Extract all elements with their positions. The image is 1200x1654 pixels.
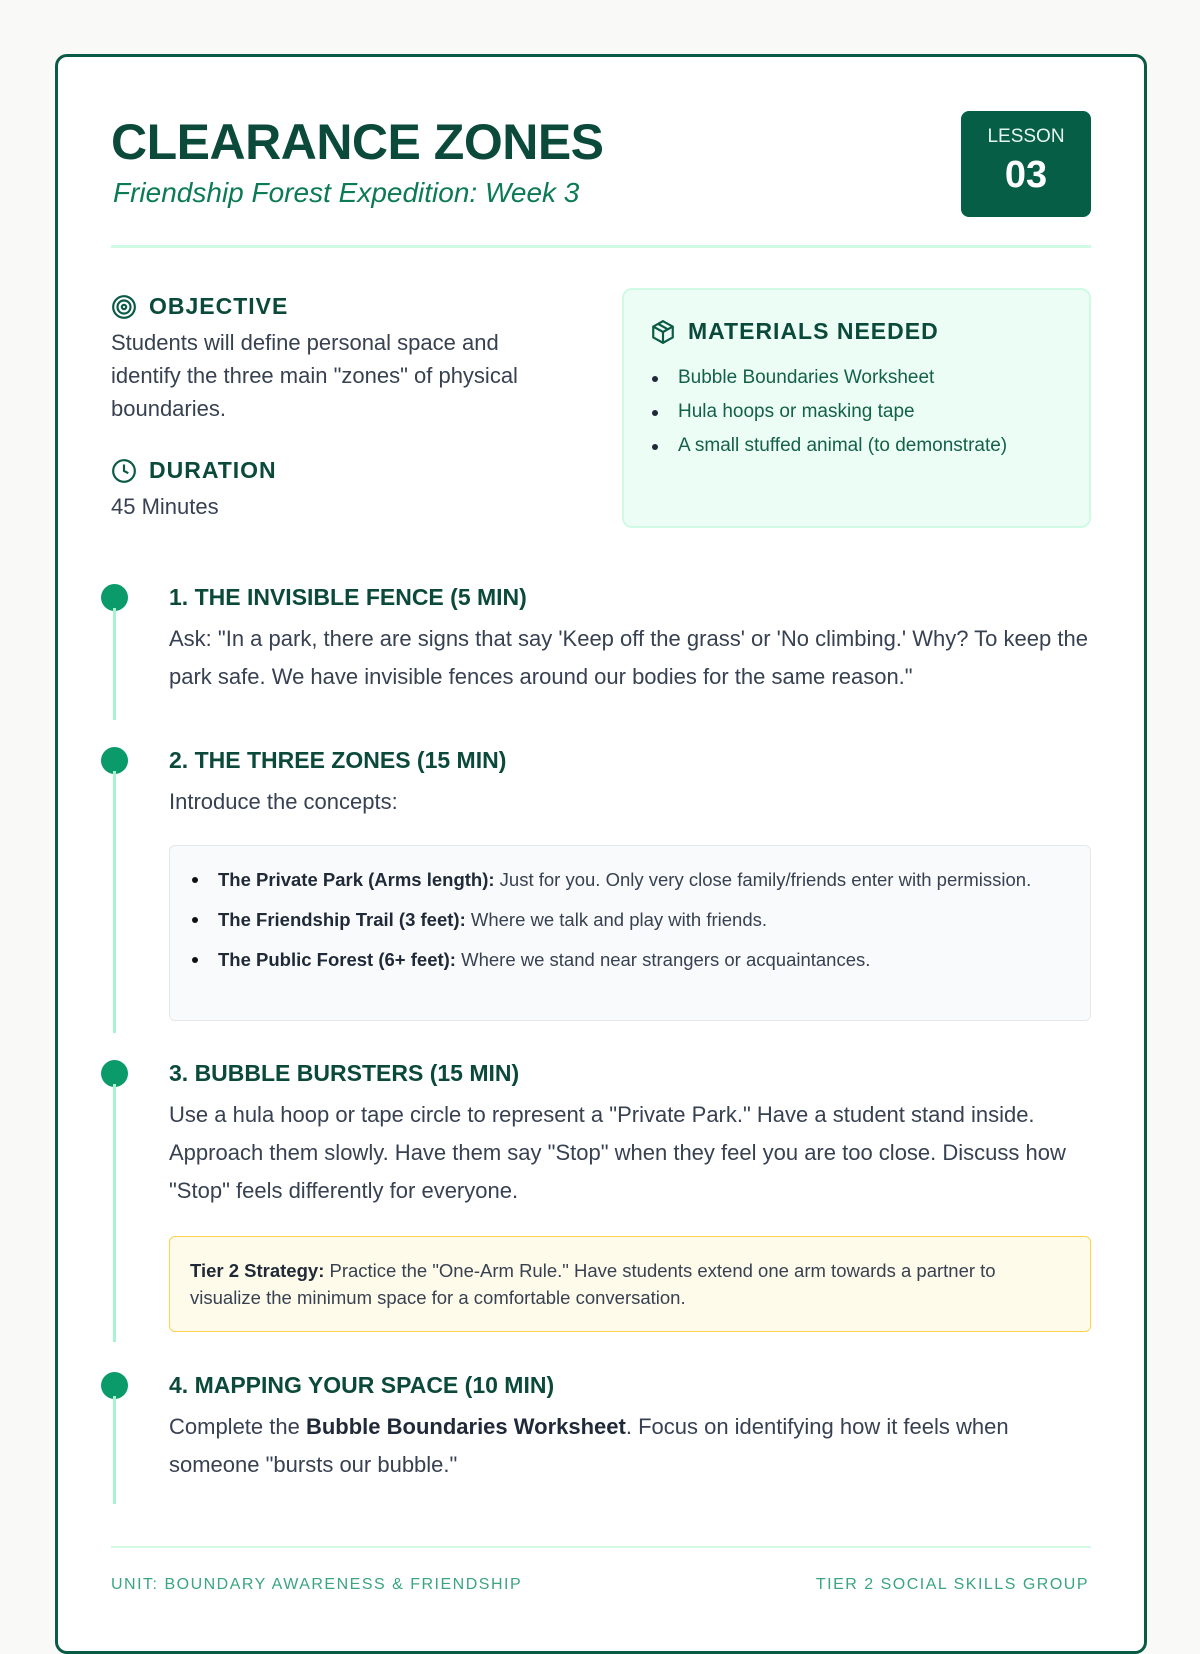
timeline-dot xyxy=(101,1060,128,1087)
lesson-badge xyxy=(961,111,1091,217)
duration-heading xyxy=(111,457,571,484)
duration-title: DURATION xyxy=(149,457,277,483)
objective-section xyxy=(111,293,571,523)
page-subtitle: Friendship Forest Expedition: Week 3 xyxy=(113,177,580,208)
list-item: Hula hoops or masking tape xyxy=(650,395,1063,429)
tip-text: Practice the "One-Arm Rule." Have students extend one arm towards a partner to visualize the minimum space for a comfortable conversation. xyxy=(190,1260,996,1308)
zone-desc: Where we stand near strangers or acquaintances. xyxy=(455,949,871,970)
materials-title: MATERIALS NEEDED xyxy=(688,318,939,344)
step-text: Ask: "In a park, there are signs that say 'Keep off the grass' or 'No climbing.' Why? To keep the park safe. We have invisible fences around our bodies for the same reason." xyxy=(169,626,1088,689)
timeline-dot xyxy=(101,584,128,611)
list-item: A small stuffed animal (to demonstrate) xyxy=(650,429,1063,463)
step-heading: 2. THE THREE ZONES (15 MIN) xyxy=(169,747,507,773)
step-heading: 1. THE INVISIBLE FENCE (5 MIN) xyxy=(169,584,527,610)
objective-heading xyxy=(111,293,571,320)
zone-name: The Private Park (Arms length): xyxy=(218,869,495,890)
worksheet-name: Bubble Boundaries Worksheet xyxy=(305,1414,626,1439)
timeline-dot xyxy=(101,1372,128,1399)
zone-name: The Public Forest (6+ feet): xyxy=(218,949,456,970)
divider xyxy=(111,245,1091,248)
materials-box xyxy=(622,288,1091,528)
materials-heading xyxy=(650,318,1063,345)
lesson-label: LESSON xyxy=(987,126,1065,147)
list-item: Bubble Boundaries Worksheet xyxy=(650,361,1063,395)
zone-desc: Just for you. Only very close family/friends enter with permission. xyxy=(494,869,1032,890)
timeline-line xyxy=(113,1084,116,1342)
step-text xyxy=(169,1408,1091,1484)
zone-item xyxy=(190,906,1070,933)
duration-text: 45 Minutes xyxy=(111,494,219,519)
zone-item xyxy=(190,866,1070,893)
clock-icon xyxy=(111,458,137,484)
step-heading: 4. MAPPING YOUR SPACE (10 MIN) xyxy=(169,1372,555,1398)
materials-list xyxy=(650,361,1063,463)
lesson-number: 03 xyxy=(1004,154,1048,196)
step-heading: 3. BUBBLE BURSTERS (15 MIN) xyxy=(169,1060,520,1086)
lesson-card xyxy=(55,54,1147,1654)
zone-desc: Where we talk and play with friends. xyxy=(465,909,768,930)
step-text: Use a hula hoop or tape circle to represent a "Private Park." Have a student stand inside. Approach them slowly. Have them say "Stop" when they feel you are too close. Discuss how "Stop" feels differently for everyone. xyxy=(169,1102,1066,1203)
page-title: CLEARANCE ZONES xyxy=(111,114,604,170)
timeline-dot xyxy=(101,747,128,774)
timeline-line xyxy=(113,1396,116,1504)
target-icon xyxy=(111,294,137,320)
footer-group: TIER 2 SOCIAL SKILLS GROUP xyxy=(815,1576,1089,1593)
timeline-line xyxy=(113,771,116,1033)
zone-name: The Friendship Trail (3 feet): xyxy=(218,909,466,930)
tier2-strategy-callout xyxy=(169,1236,1091,1332)
objective-text: Students will define personal space and identify the three main "zones" of physical boundaries. xyxy=(111,330,518,421)
box-icon xyxy=(650,319,676,345)
footer-divider xyxy=(111,1546,1091,1548)
zone-item xyxy=(190,946,1070,973)
zones-box xyxy=(169,845,1091,1021)
tip-label: Tier 2 Strategy: xyxy=(190,1260,325,1281)
objective-title: OBJECTIVE xyxy=(149,293,289,319)
step-text: Introduce the concepts: xyxy=(169,789,398,814)
footer-unit: UNIT: BOUNDARY AWARENESS & FRIENDSHIP xyxy=(111,1576,523,1593)
timeline-line xyxy=(113,608,116,720)
text: Complete the xyxy=(169,1414,306,1439)
text: . Focus on identifying how it feels when someone "bursts our bubble." xyxy=(169,1414,1009,1477)
